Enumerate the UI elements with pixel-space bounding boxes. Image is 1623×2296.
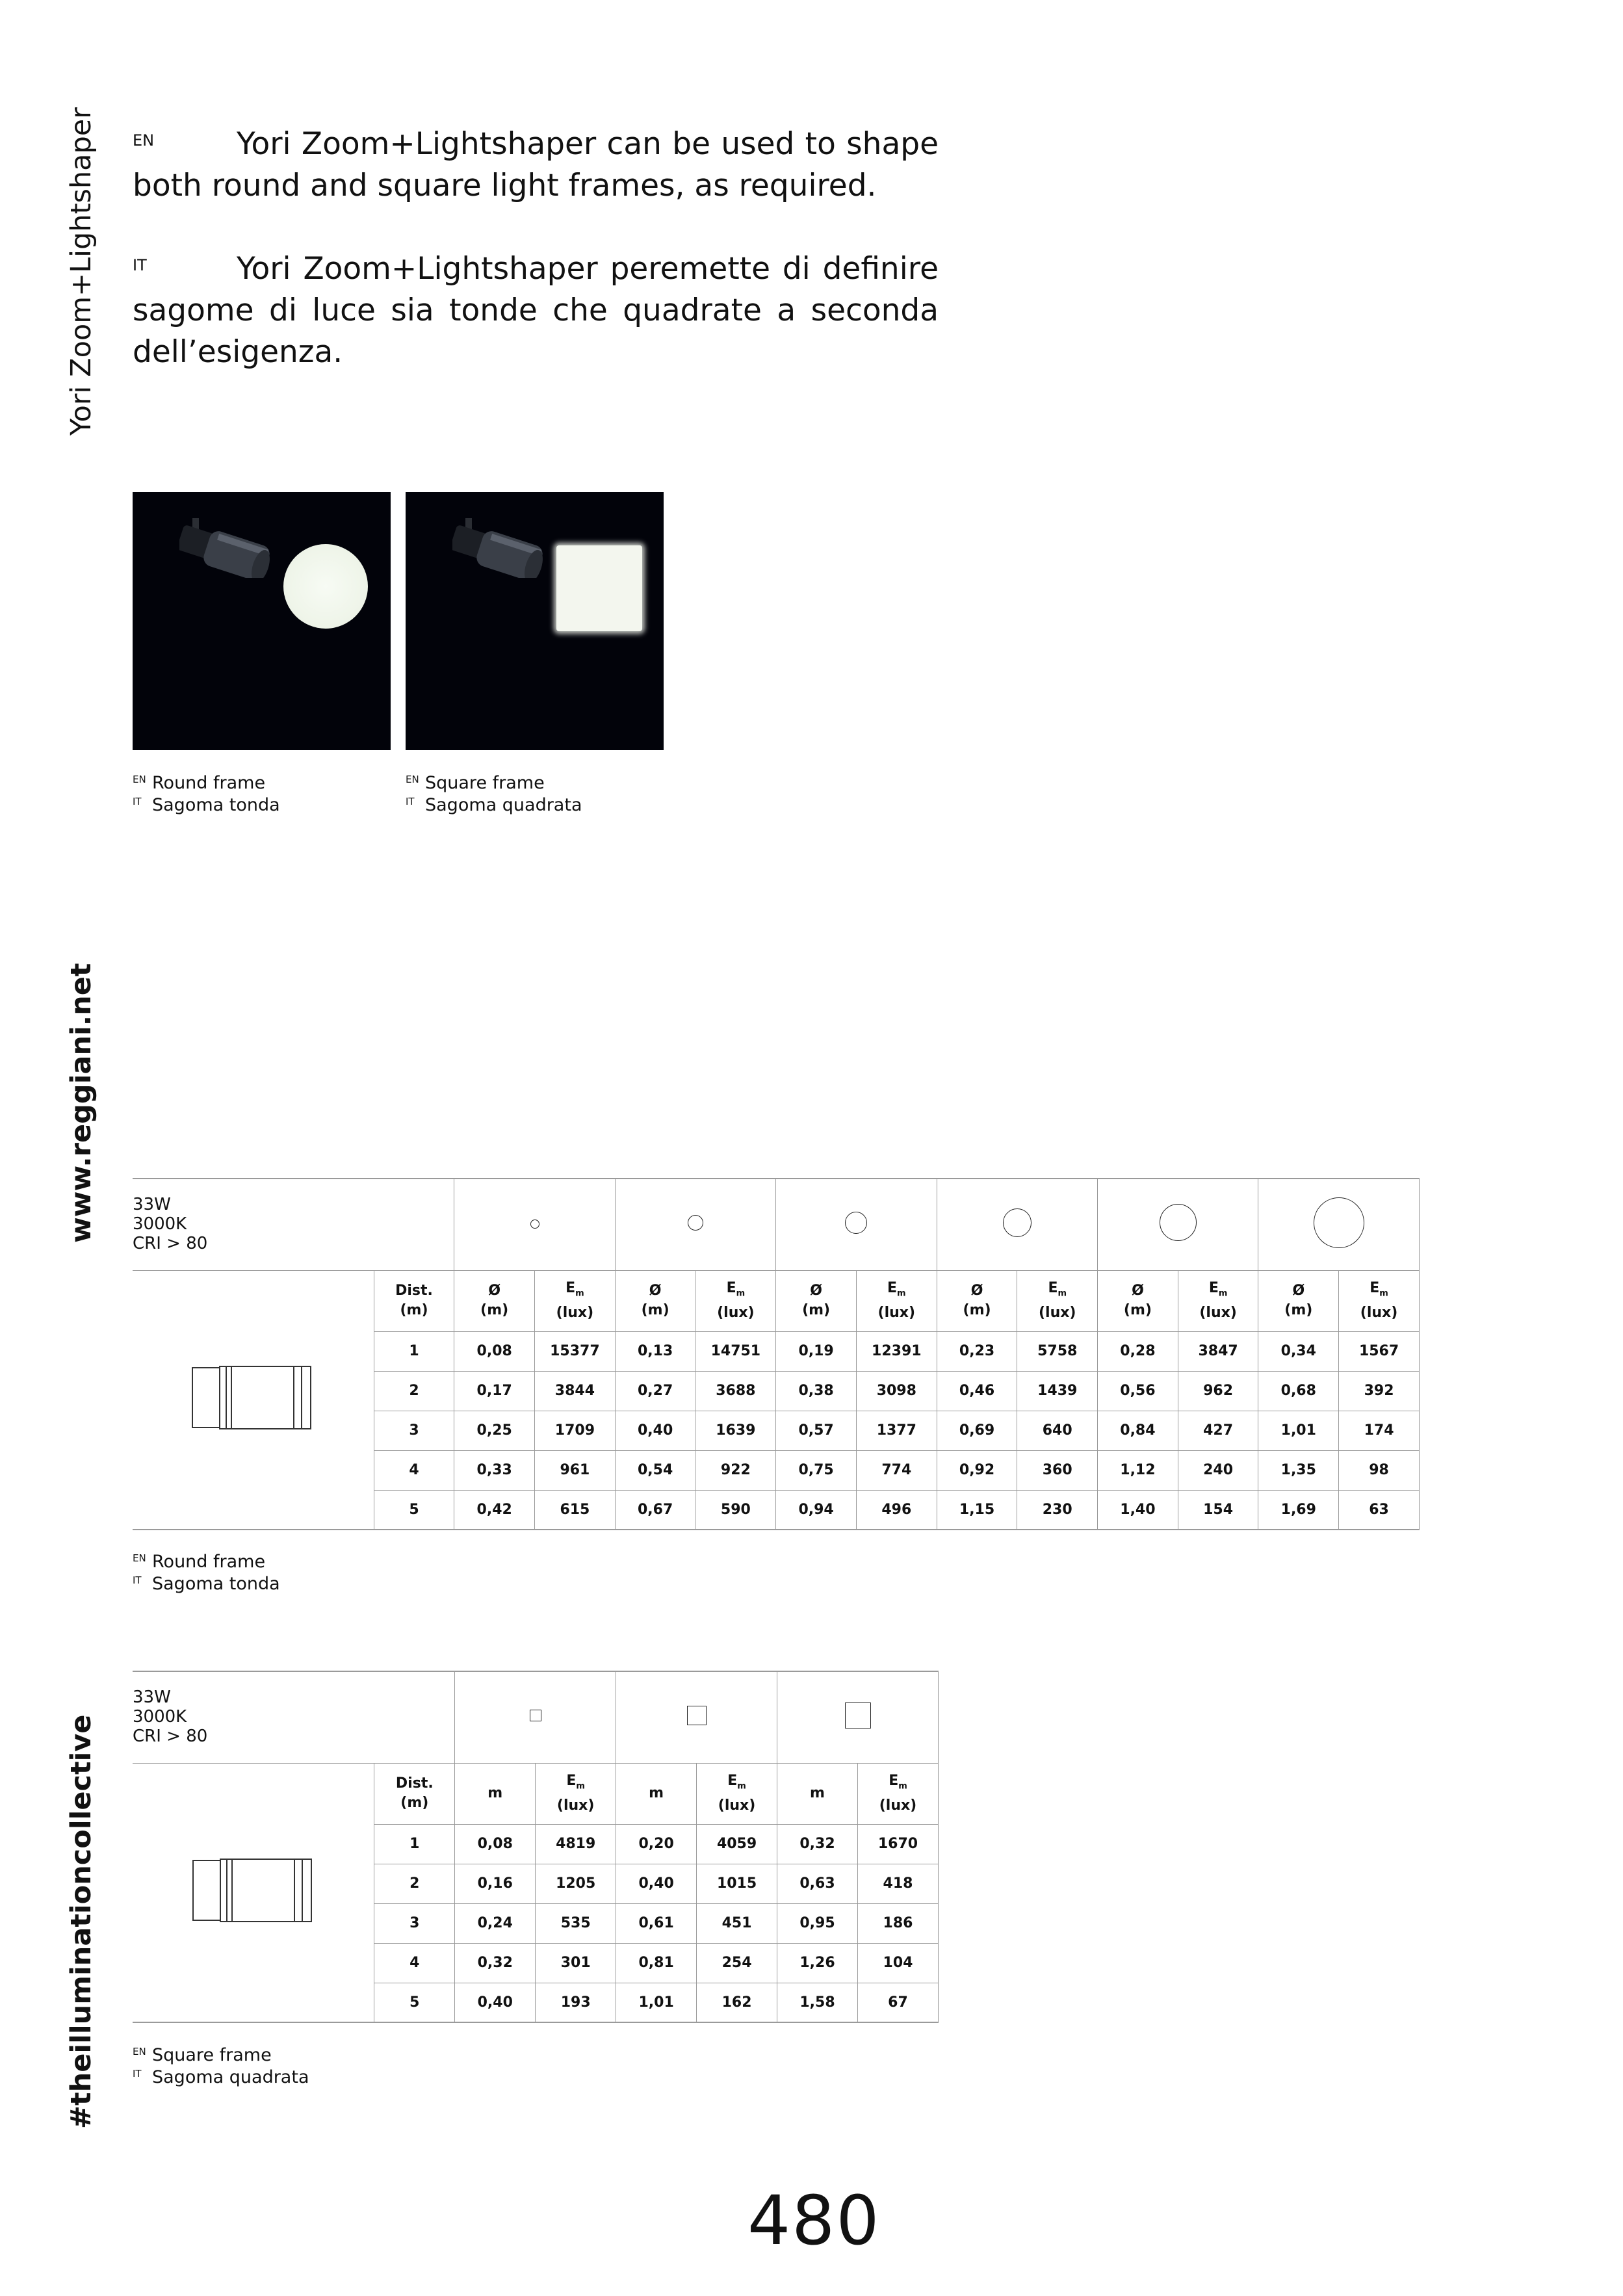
value-cell: 5758 xyxy=(1017,1331,1098,1371)
circle-icon xyxy=(688,1215,703,1231)
photo-caption-square xyxy=(406,772,582,816)
caption-it: Sagoma quadrata xyxy=(425,795,582,815)
lang-label: EN xyxy=(133,2046,146,2057)
value-cell: 0,69 xyxy=(937,1411,1017,1450)
value-cell: 0,42 xyxy=(454,1490,535,1530)
value-cell: 1567 xyxy=(1339,1331,1420,1371)
beam-size-symbol xyxy=(454,1179,615,1270)
value-cell: 0,40 xyxy=(616,1864,697,1903)
dist-cell: 2 xyxy=(374,1371,454,1411)
spec-cri: CRI > 80 xyxy=(133,1727,208,1746)
circle-icon xyxy=(1314,1197,1364,1248)
value-cell: 1,15 xyxy=(937,1490,1017,1530)
value-cell: 1015 xyxy=(697,1864,777,1903)
value-cell: 418 xyxy=(857,1864,938,1903)
value-cell: 0,68 xyxy=(1258,1371,1339,1411)
caption-en: Square frame xyxy=(425,773,545,793)
sidebar-product-title: Yori Zoom+Lightshaper xyxy=(65,107,97,436)
value-cell: 162 xyxy=(697,1983,777,2022)
value-cell: 0,32 xyxy=(777,1824,858,1864)
value-cell: 3844 xyxy=(535,1371,616,1411)
round-light-beam xyxy=(283,544,368,629)
value-cell: 427 xyxy=(1178,1411,1258,1450)
fixture-drawing xyxy=(133,1763,374,2022)
side-header: m xyxy=(455,1763,536,1824)
caption-en: Round frame xyxy=(152,773,266,793)
value-cell: 0,08 xyxy=(455,1824,536,1864)
value-cell: 0,40 xyxy=(455,1983,536,2022)
caption-it: Sagoma quadrata xyxy=(152,2067,309,2087)
dist-header: Dist. (m) xyxy=(374,1270,454,1331)
value-cell: 4819 xyxy=(536,1824,616,1864)
value-cell: 0,17 xyxy=(454,1371,535,1411)
lang-label: EN xyxy=(133,131,155,150)
value-cell: 63 xyxy=(1339,1490,1420,1530)
value-cell: 0,67 xyxy=(615,1490,695,1530)
spec-power: 33W xyxy=(133,1195,171,1214)
value-cell: 0,34 xyxy=(1258,1331,1339,1371)
value-cell: 1,69 xyxy=(1258,1490,1339,1530)
value-cell: 392 xyxy=(1339,1371,1420,1411)
lang-label: IT xyxy=(406,796,415,807)
value-cell: 174 xyxy=(1339,1411,1420,1450)
lux-header: $E_m$ (lux) xyxy=(857,1763,938,1824)
beam-size-symbol xyxy=(1258,1179,1420,1270)
value-cell: 0,84 xyxy=(1098,1411,1178,1450)
square-icon xyxy=(687,1706,707,1725)
lang-label: EN xyxy=(406,774,419,785)
value-cell: 4059 xyxy=(697,1824,777,1864)
value-cell: 0,19 xyxy=(776,1331,857,1371)
intro-en-text: Yori Zoom+Lightshaper can be used to shape both round and square light frames, as required. xyxy=(133,126,939,203)
beam-size-symbol xyxy=(777,1671,939,1763)
value-cell: 1,58 xyxy=(777,1983,858,2022)
diameter-header: Ø (m) xyxy=(776,1270,857,1331)
value-cell: 0,40 xyxy=(615,1411,695,1450)
dist-cell: 5 xyxy=(374,1983,455,2022)
diameter-header: Ø (m) xyxy=(937,1270,1017,1331)
value-cell: 962 xyxy=(1178,1371,1258,1411)
value-cell: 922 xyxy=(695,1450,776,1490)
beam-size-symbol xyxy=(616,1671,777,1763)
value-cell: 1377 xyxy=(856,1411,937,1450)
value-cell: 3098 xyxy=(856,1371,937,1411)
dist-cell: 4 xyxy=(374,1943,455,1983)
value-cell: 615 xyxy=(535,1490,616,1530)
value-cell: 1709 xyxy=(535,1411,616,1450)
photo-caption-round xyxy=(133,772,280,816)
diameter-header: Ø (m) xyxy=(615,1270,695,1331)
value-cell: 961 xyxy=(535,1450,616,1490)
beam-size-symbol xyxy=(1098,1179,1258,1270)
value-cell: 3688 xyxy=(695,1371,776,1411)
sidebar-hashtag: #theilluminationcollective xyxy=(65,1714,97,2129)
value-cell: 1205 xyxy=(536,1864,616,1903)
diameter-header: Ø (m) xyxy=(1098,1270,1178,1331)
spec-cell xyxy=(133,1179,454,1270)
lang-label: IT xyxy=(133,2068,142,2080)
value-cell: 451 xyxy=(697,1903,777,1943)
value-cell: 1,01 xyxy=(1258,1411,1339,1450)
value-cell: 0,28 xyxy=(1098,1331,1178,1371)
value-cell: 186 xyxy=(857,1903,938,1943)
square-icon xyxy=(845,1702,871,1729)
circle-icon xyxy=(1160,1204,1197,1241)
value-cell: 0,46 xyxy=(937,1371,1017,1411)
value-cell: 0,56 xyxy=(1098,1371,1178,1411)
value-cell: 14751 xyxy=(695,1331,776,1371)
intro-it-text: Yori Zoom+Lightshaper peremette di definire sagome di luce sia tonde che quadrate a seconda dell’esigenza. xyxy=(133,251,939,370)
circle-icon xyxy=(530,1220,539,1229)
lux-header: $E_m$ (lux) xyxy=(1017,1270,1098,1331)
caption-it: Sagoma tonda xyxy=(152,1574,280,1594)
beam-size-symbol xyxy=(937,1179,1097,1270)
lux-header: $E_m$ (lux) xyxy=(695,1270,776,1331)
lux-header: $E_m$ (lux) xyxy=(697,1763,777,1824)
lux-header: $E_m$ (lux) xyxy=(1178,1270,1258,1331)
dist-cell: 2 xyxy=(374,1864,455,1903)
spec-cri: CRI > 80 xyxy=(133,1234,208,1253)
square-frame-photo xyxy=(406,492,664,750)
value-cell: 0,13 xyxy=(615,1331,695,1371)
value-cell: 0,54 xyxy=(615,1450,695,1490)
lux-header: $E_m$ (lux) xyxy=(856,1270,937,1331)
caption-en: Square frame xyxy=(152,2045,272,2065)
dist-cell: 3 xyxy=(374,1903,455,1943)
value-cell: 0,57 xyxy=(776,1411,857,1450)
intro-it xyxy=(133,248,939,373)
page-number: 480 xyxy=(747,2181,881,2260)
value-cell: 640 xyxy=(1017,1411,1098,1450)
round-frame-photo xyxy=(133,492,391,750)
value-cell: 0,33 xyxy=(454,1450,535,1490)
caption-en: Round frame xyxy=(152,1552,266,1572)
side-header: m xyxy=(616,1763,697,1824)
value-cell: 0,32 xyxy=(455,1943,536,1983)
lux-header: $E_m$ (lux) xyxy=(536,1763,616,1824)
lux-header: $E_m$ (lux) xyxy=(1339,1270,1420,1331)
lux-header: $E_m$ (lux) xyxy=(535,1270,616,1331)
value-cell: 0,94 xyxy=(776,1490,857,1530)
value-cell: 0,38 xyxy=(776,1371,857,1411)
value-cell: 301 xyxy=(536,1943,616,1983)
lang-label: IT xyxy=(133,256,147,274)
spotlight-fixture-icon xyxy=(179,518,270,578)
spotlight-fixture-icon xyxy=(452,518,543,578)
value-cell: 104 xyxy=(857,1943,938,1983)
value-cell: 12391 xyxy=(856,1331,937,1371)
value-cell: 590 xyxy=(695,1490,776,1530)
value-cell: 240 xyxy=(1178,1450,1258,1490)
dist-header: Dist. (m) xyxy=(374,1763,455,1824)
value-cell: 496 xyxy=(856,1490,937,1530)
value-cell: 1,01 xyxy=(616,1983,697,2022)
value-cell: 1439 xyxy=(1017,1371,1098,1411)
dist-cell: 1 xyxy=(374,1331,454,1371)
value-cell: 0,27 xyxy=(615,1371,695,1411)
beam-size-symbol xyxy=(455,1671,616,1763)
square-table-caption xyxy=(133,2044,309,2089)
value-cell: 0,25 xyxy=(454,1411,535,1450)
value-cell: 0,61 xyxy=(616,1903,697,1943)
round-table-caption xyxy=(133,1551,280,1595)
lang-label: EN xyxy=(133,774,146,785)
intro-en xyxy=(133,124,939,207)
caption-it: Sagoma tonda xyxy=(152,795,280,815)
value-cell: 0,16 xyxy=(455,1864,536,1903)
value-cell: 1,12 xyxy=(1098,1450,1178,1490)
dist-cell: 5 xyxy=(374,1490,454,1530)
sidebar-website[interactable]: www.reggiani.net xyxy=(65,963,97,1243)
square-light-beam xyxy=(556,545,642,631)
value-cell: 193 xyxy=(536,1983,616,2022)
lang-label: EN xyxy=(133,1552,146,1564)
circle-icon xyxy=(845,1212,867,1234)
lang-label: IT xyxy=(133,796,142,807)
circle-icon xyxy=(1003,1208,1032,1237)
lang-label: IT xyxy=(133,1574,142,1586)
spec-power: 33W xyxy=(133,1688,171,1707)
dist-cell: 3 xyxy=(374,1411,454,1450)
value-cell: 360 xyxy=(1017,1450,1098,1490)
value-cell: 0,20 xyxy=(616,1824,697,1864)
value-cell: 535 xyxy=(536,1903,616,1943)
value-cell: 0,23 xyxy=(937,1331,1017,1371)
fixture-drawing xyxy=(133,1270,374,1530)
value-cell: 1,40 xyxy=(1098,1490,1178,1530)
dist-cell: 1 xyxy=(374,1824,455,1864)
value-cell: 0,08 xyxy=(454,1331,535,1371)
value-cell: 1,35 xyxy=(1258,1450,1339,1490)
diameter-header: Ø (m) xyxy=(454,1270,535,1331)
spec-cct: 3000K xyxy=(133,1707,187,1727)
value-cell: 154 xyxy=(1178,1490,1258,1530)
round-frame-table xyxy=(133,1178,1420,1530)
value-cell: 1,26 xyxy=(777,1943,858,1983)
value-cell: 67 xyxy=(857,1983,938,2022)
value-cell: 98 xyxy=(1339,1450,1420,1490)
value-cell: 0,92 xyxy=(937,1450,1017,1490)
value-cell: 0,75 xyxy=(776,1450,857,1490)
spec-cell xyxy=(133,1671,455,1763)
value-cell: 1639 xyxy=(695,1411,776,1450)
value-cell: 3847 xyxy=(1178,1331,1258,1371)
value-cell: 0,95 xyxy=(777,1903,858,1943)
value-cell: 0,24 xyxy=(455,1903,536,1943)
value-cell: 254 xyxy=(697,1943,777,1983)
beam-size-symbol xyxy=(615,1179,775,1270)
square-icon xyxy=(530,1710,541,1721)
value-cell: 230 xyxy=(1017,1490,1098,1530)
dist-cell: 4 xyxy=(374,1450,454,1490)
value-cell: 774 xyxy=(856,1450,937,1490)
fixture-side-icon xyxy=(192,1858,315,1923)
spec-cct: 3000K xyxy=(133,1214,187,1234)
value-cell: 0,63 xyxy=(777,1864,858,1903)
side-header: m xyxy=(777,1763,858,1824)
diameter-header: Ø (m) xyxy=(1258,1270,1339,1331)
value-cell: 15377 xyxy=(535,1331,616,1371)
beam-size-symbol xyxy=(776,1179,937,1270)
value-cell: 0,81 xyxy=(616,1943,697,1983)
value-cell: 1670 xyxy=(857,1824,938,1864)
square-frame-table xyxy=(133,1671,939,2023)
fixture-side-icon xyxy=(191,1365,315,1430)
